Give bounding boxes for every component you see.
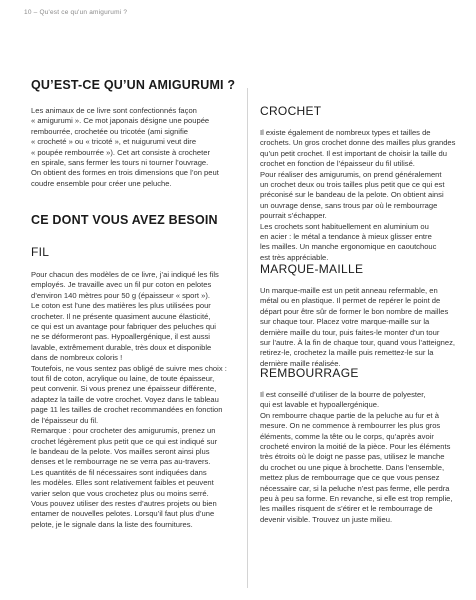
- marque-maille-paragraph: [260, 286, 455, 369]
- text-line: départ pour être sûr de former le bon nombre de mailles: [260, 306, 449, 316]
- text-line: mettez plus de rembourrage que ce que vous pensez: [260, 473, 440, 483]
- page-header: 10 – Qu'est ce qu'un amigurumi ?: [24, 9, 128, 16]
- text-line: employés. Je travaille avec un fil pur coton en pelotes: [31, 280, 212, 290]
- text-line: peu à peu sa forme. En revanche, si elle est trop remplie,: [260, 494, 453, 504]
- text-line: denses et le rembourrage ne se verra pas au-travers.: [31, 457, 211, 467]
- text-line: les mailles. Un manche ergonomique en caoutchouc: [260, 242, 437, 252]
- subsection-title-crochet: CROCHET: [260, 104, 322, 118]
- text-line: est très appréciable.: [260, 252, 329, 262]
- text-line: entamer de nouvelles pelotes. Lorsqu’il faut plus d’une: [31, 509, 215, 519]
- text-line: Vous pouvez utiliser des restes d’autres projets ou bien: [31, 498, 217, 508]
- text-line: un ouvrage dense, sans trous par où le rembourrage: [260, 200, 438, 210]
- text-line: Les quantités de fil nécessaires sont indiquées dans: [31, 467, 207, 477]
- subsection-title-rembourrage: REMBOURRAGE: [260, 366, 359, 380]
- text-line: page 11 les tailles de crochet recommandées en fonction: [31, 405, 223, 415]
- text-line: les modèles. Elles sont relativement faibles et peuvent: [31, 478, 214, 488]
- text-line: Le coton est l’une des matières les plus utilisées pour: [31, 301, 211, 311]
- fil-paragraph: [31, 270, 227, 530]
- text-line: du crochet ou une pique à brochette. Dans l’ensemble,: [260, 462, 445, 472]
- text-line: qu’un petit crochet. Il est important de choisir la taille du: [260, 148, 447, 158]
- subsection-title-marque-maille: MARQUE-MAILLE: [260, 262, 364, 276]
- text-line: pelote, je le signale dans la liste des fournitures.: [31, 519, 193, 529]
- text-line: crocheté environ la moitié de la pièce. Pour les éléments: [260, 442, 451, 452]
- text-line: varier selon que vous crochetez plus ou moins serré.: [31, 488, 209, 498]
- text-line: « crocheté » ou « tricoté », et nuigurumi veut dire: [31, 137, 197, 147]
- text-line: éléments, comme la tête ou le corps, qu’après avoir: [260, 431, 434, 441]
- text-line: Toutefois, ne vous sentez pas obligé de suivre mes choix :: [31, 363, 227, 373]
- text-line: crochet en fonction de l’épaisseur du fil utilisé.: [260, 159, 415, 169]
- text-line: crochet légèrement plus petit que ce qui est indiqué sur: [31, 436, 218, 446]
- text-line: dans de nombreux coloris !: [31, 353, 123, 363]
- text-line: crocheter. Il ne présente quasiment aucune élasticité,: [31, 311, 211, 321]
- text-line: en acier : le métal a tendance à mieux glisser entre: [260, 232, 432, 242]
- text-line: « poupée rembourrée »). Cet art consiste à crocheter: [31, 147, 210, 157]
- text-line: très étroits où le doigt ne passe pas, utilisez le manche: [260, 452, 445, 462]
- text-line: mesure. On ne commence à rembourrer les plus gros: [260, 421, 441, 431]
- section-title-amigurumi: QU’EST-CE QU’UN AMIGURUMI ?: [31, 78, 236, 92]
- text-line: un crochet deux ou trois tailles plus petit que ce qui est: [260, 180, 445, 190]
- text-line: d’environ 140 mètres pour 50 g (épaisseur « sport »).: [31, 290, 210, 300]
- text-line: de l’épaisseur du fil.: [31, 415, 99, 425]
- text-line: le bandeau de la pelote. Vos mailles seront ainsi plus: [31, 446, 210, 456]
- text-line: sur chaque tour. Placez votre marque-maille sur la: [260, 317, 430, 327]
- text-line: crochets. Un gros crochet donne des mailles plus grandes: [260, 138, 456, 148]
- text-line: nécessaire car, si la peluche n’est pas ferme, elle perdra: [260, 483, 450, 493]
- rembourrage-paragraph: [260, 390, 452, 525]
- text-line: « amigurumi ». Ce mot japonais désigne une poupée: [31, 116, 210, 126]
- text-line: Il est conseillé d’utiliser de la bourre de polyester,: [260, 390, 426, 399]
- intro-paragraph: [31, 106, 219, 189]
- text-line: retirez-le, crochetez la maille puis remettez-le sur la: [260, 348, 434, 358]
- text-line: lavable, extrêmement durable, très doux et disponible: [31, 342, 212, 352]
- section-title-besoin: CE DONT VOUS AVEZ BESOIN: [31, 213, 218, 227]
- text-line: les mailles risquent de s’étirer et le rembourrage de: [260, 504, 433, 514]
- subsection-title-fil: FIL: [31, 245, 50, 259]
- text-line: ce qui est un avantage pour fabriquer des peluches qui: [31, 322, 216, 332]
- text-line: rembourrée, crochetée ou tricotée (ami signifie: [31, 126, 189, 136]
- text-line: sur l’autre. À la fin de chaque tour, quand vous l’atteignez,: [260, 338, 456, 348]
- text-line: qui est lavable et hypoallergénique.: [260, 400, 380, 410]
- text-line: Pour chacun des modèles de ce livre, j’ai indiqué les fils: [31, 270, 219, 279]
- text-line: Un marque-maille est un petit anneau refermable, en: [260, 286, 438, 295]
- text-line: peut convenir. Si vous prenez une épaisseur différente,: [31, 384, 217, 394]
- text-line: On rembourre chaque partie de la peluche au fur et à: [260, 410, 439, 420]
- text-line: Les animaux de ce livre sont confectionnés façon: [31, 106, 197, 115]
- text-line: Il existe également de nombreux types et tailles de: [260, 128, 431, 137]
- text-line: ne se déformeront pas. Hypoallergénique, il est aussi: [31, 332, 210, 342]
- text-line: Pour réaliser des amigurumis, on prend généralement: [260, 169, 442, 179]
- text-line: en spirale, sans fermer les tours ni tourner l’ouvrage.: [31, 158, 209, 168]
- column-divider: [247, 88, 248, 588]
- crochet-paragraph: [260, 128, 455, 263]
- text-line: dernière maille réalisée.: [260, 358, 341, 368]
- text-line: coudre ensemble pour créer une peluche.: [31, 178, 172, 188]
- text-line: adaptez la taille de votre crochet. Voyez dans le tableau: [31, 394, 219, 404]
- text-line: Les crochets sont habituellement en aluminium ou: [260, 221, 429, 231]
- text-line: On obtient des formes en trois dimensions que l’on peut: [31, 168, 219, 178]
- text-line: devenir visible. Trouvez un juste milieu.: [260, 514, 393, 524]
- text-line: préconisé sur le bandeau de la pelote. On obtient ainsi: [260, 190, 444, 200]
- text-line: pourrait s’échapper.: [260, 211, 327, 221]
- text-line: tout fil de coton, acrylique ou laine, de toute épaisseur,: [31, 374, 215, 384]
- text-line: dernière maille du tour, puis faites-le monter d’un tour: [260, 327, 440, 337]
- text-line: métal ou en plastique. Il permet de repérer le point de: [260, 296, 441, 306]
- text-line: Remarque : pour crocheter des amigurumis, prenez un: [31, 426, 216, 436]
